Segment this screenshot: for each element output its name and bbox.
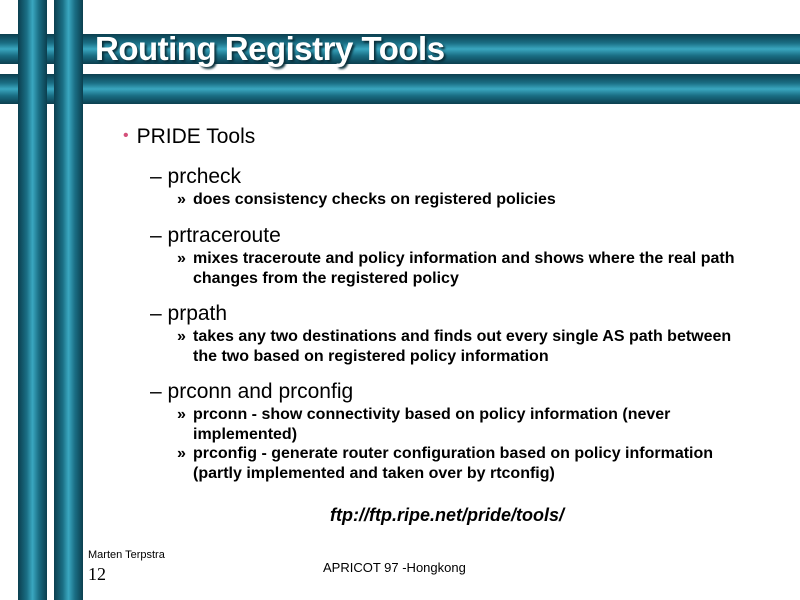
item-prconn-prconfig [150,380,353,404]
sub-text: takes any two destinations and finds out every single AS path between the two based on registered policy information [193,328,732,365]
footer-text: APRICOT 97 -Hongkong [323,560,466,575]
item-prtraceroute [150,224,281,248]
sub-item [177,444,737,483]
sub-marker: » [177,406,186,423]
sub-marker: » [177,445,186,462]
sub-marker: » [177,250,186,267]
sub-marker: » [177,191,186,208]
sub-text: mixes traceroute and policy information and shows where the real path changes from the registered policy [193,250,735,287]
sub-text: prconfig - generate router configuration based on policy information (partly implemented and taken over by rtconfig) [193,445,714,482]
dash-marker: – [150,165,162,188]
slide-title: Routing Registry Tools [95,30,445,67]
sub-text: does consistency checks on registered policies [193,191,556,208]
sub-item [177,405,737,444]
item-label: prconn and prconfig [167,380,354,403]
page-number: 12 [88,564,106,584]
ftp-link[interactable]: ftp://ftp.ripe.net/pride/tools/ [330,505,564,525]
sub-item [177,249,737,288]
sub-text: prconn - show connectivity based on policy information (never implemented) [193,406,671,443]
item-prpath [150,302,227,326]
dash-marker: – [150,302,162,325]
bullet-dot-icon: • [123,127,129,144]
sub-item [177,190,737,210]
item-prcheck [150,165,241,189]
bullet-pride-tools [123,125,255,149]
bullet-text: PRIDE Tools [136,125,256,148]
author-name: Marten Terpstra [88,549,165,561]
item-label: prpath [167,302,228,325]
dash-marker: – [150,224,162,247]
sub-item [177,327,737,366]
dash-marker: – [150,380,162,403]
sub-marker: » [177,328,186,345]
item-label: prcheck [167,165,242,188]
item-label: prtraceroute [167,224,281,247]
